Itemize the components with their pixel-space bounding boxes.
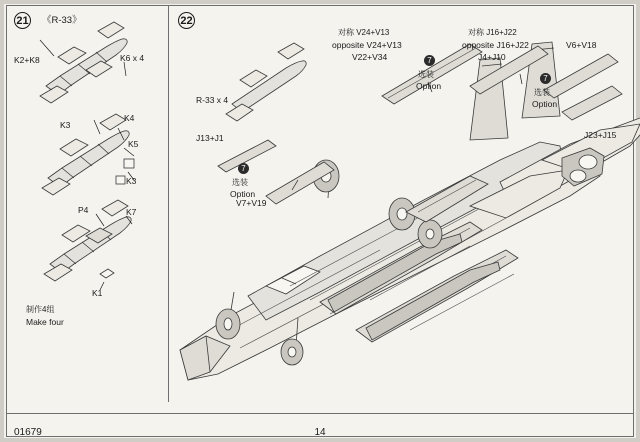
part-label-j23j15: J23+J15 [584,130,617,140]
option-3-cn: 选装 [232,178,248,187]
part-label-k5: K5 [128,139,139,149]
callout-1-cn: 对称 V24+V13 [338,28,390,37]
part-label-k7: K7 [126,207,137,217]
make-four-note-cn: 制作4组 [26,305,55,314]
callout-2-cn: 对称 J16+J22 [468,28,517,37]
part-label-k1: K1 [92,288,103,298]
part-label-p4: P4 [78,205,89,215]
make-four-note-en: Make four [26,317,64,327]
option-3-en: Option [230,189,256,199]
loose-missile-r33 [226,43,306,121]
kit-code: 01679 [14,427,42,438]
option-badge-2: 7 [540,73,551,84]
step-21-title: 《R-33》 [42,15,82,26]
step-22-drawing [170,0,640,420]
part-label-r33: R-33 x 4 [196,95,229,105]
callout-2-en: opposite J16+J22 [462,40,529,50]
callout-1-en: opposite V24+V13 [332,40,402,50]
step-number-22: 22 [178,12,195,29]
part-label-k2k8: K2+K8 [14,55,40,65]
option-badge-3: 7 [238,163,249,174]
option-1-cn: 选装 [418,70,434,79]
part-label-v7v19: V7+V19 [236,198,267,208]
part-label-j13j1: J13+J1 [196,133,224,143]
option-2-en: Option [532,99,558,109]
part-j23-j15 [562,86,622,120]
part-label-k3-a: K3 [60,120,71,130]
missile-assembly-1 [40,22,127,103]
part-label-k3-b: K3 [126,176,137,186]
option-2-cn: 选装 [534,88,550,97]
page-number: 14 [314,427,326,438]
missile-assembly-2 [42,114,137,195]
part-label-k4: K4 [124,113,135,123]
option-badge-1: 7 [424,55,435,66]
part-label-v6v18: V6+V18 [566,40,597,50]
step-number-21: 21 [14,12,31,29]
callout-2-alt: J4+J10 [478,52,506,62]
part-label-k6: K6 x 4 [120,53,145,63]
callout-1-alt: V22+V34 [352,52,388,62]
option-1-en: Option [416,81,442,91]
